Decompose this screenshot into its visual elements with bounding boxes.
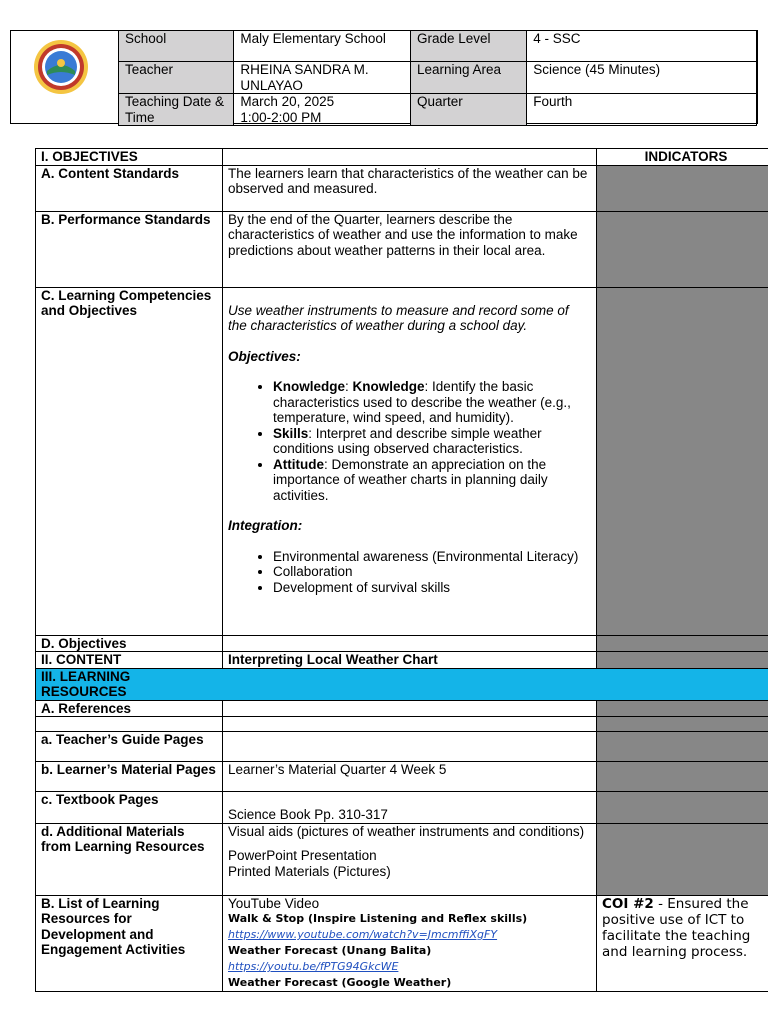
teacher-value: RHEINA SANDRA M. UNLAYAO bbox=[234, 62, 411, 94]
school-label: School bbox=[119, 31, 234, 62]
quarter-label: Quarter bbox=[411, 94, 527, 126]
school-logo-icon bbox=[33, 39, 89, 95]
quarter-value: Fourth bbox=[527, 94, 757, 126]
learners-material-value: Learner’s Material Quarter 4 Week 5 bbox=[223, 762, 597, 792]
header-table bbox=[118, 30, 757, 126]
coi-indicator: COI #2 - Ensured the positive use of ICT to facilitate the teaching and learning process. bbox=[597, 895, 768, 992]
teacher-label: Teacher bbox=[119, 62, 234, 94]
textbook-value: Science Book Pp. 310-317 bbox=[223, 792, 597, 824]
learning-area-value: Science (45 Minutes) bbox=[527, 62, 757, 94]
list-item: • Attitude: Demonstrate an appreciation on the importance of weather charts in planning daily activities. bbox=[273, 457, 591, 504]
list-resources-label: B. List of Learning Resources for Development and Engagement Activities bbox=[36, 895, 223, 992]
grade-level-label: Grade Level bbox=[411, 31, 527, 62]
learning-resources-title: III. LEARNING RESOURCES bbox=[36, 668, 223, 700]
objectives-title: I. OBJECTIVES bbox=[36, 149, 223, 166]
textbook-label: c. Textbook Pages bbox=[36, 792, 223, 824]
learners-material-label: b. Learner’s Material Pages bbox=[36, 762, 223, 792]
competency-text: Use weather instruments to measure and record some of the characteristics of weather during a school day. bbox=[228, 302, 569, 333]
performance-standards-value: By the end of the Quarter, learners describe the characteristics of weather and use the information to make predictions about weather patterns in their local area. bbox=[223, 211, 597, 287]
objectives-heading: Objectives: bbox=[228, 348, 301, 364]
teachers-guide-label: a. Teacher’s Guide Pages bbox=[36, 732, 223, 762]
additional-materials-value: Visual aids (pictures of weather instruments and conditions) PowerPoint Presentation Printed Materials (Pictures) bbox=[223, 823, 597, 895]
list-item: • Skills: Interpret and describe simple weather conditions using observed characteristics. bbox=[273, 426, 591, 457]
header-box bbox=[10, 30, 758, 124]
teaching-date-label: Teaching Date & Time bbox=[119, 94, 234, 126]
list-item: • Development of survival skills bbox=[273, 580, 591, 596]
content-standards-label: A. Content Standards bbox=[36, 165, 223, 211]
list-resources-value: YouTube Video Walk & Stop (Inspire Listening and Reflex skills) https://www.youtube.com/watch?v=JmcmffiXgFY Weather Forecast (Unang Balita) https://youtu.be/fPTG94GkcWE Weather Forecast (Google Weather) bbox=[223, 895, 597, 992]
integration-list bbox=[228, 549, 591, 596]
lesson-plan-table bbox=[35, 148, 768, 992]
additional-materials-label: d. Additional Materials from Learning Resources bbox=[36, 823, 223, 895]
youtube-link-2[interactable]: https://youtu.be/fPTG94GkcWE bbox=[228, 960, 399, 973]
learning-area-label: Learning Area bbox=[411, 62, 527, 94]
competencies-label: C. Learning Competencies and Objectives bbox=[36, 287, 223, 635]
list-item: • Environmental awareness (Environmental Literacy) bbox=[273, 549, 591, 565]
indicators-header: INDICATORS bbox=[597, 149, 768, 166]
teaching-date-value: March 20, 2025 1:00-2:00 PM bbox=[234, 94, 411, 126]
competencies-value bbox=[223, 287, 597, 635]
integration-heading: Integration: bbox=[228, 518, 303, 533]
content-value: Interpreting Local Weather Chart bbox=[223, 652, 597, 669]
references-label: A. References bbox=[36, 700, 223, 717]
list-item: • Collaboration bbox=[273, 564, 591, 580]
objectives-list bbox=[228, 379, 591, 503]
list-item: • Knowledge: Knowledge: Identify the basic characteristics used to describe the weather (e.g., temperature, wind speed, and humidity). bbox=[273, 379, 591, 426]
content-label: II. CONTENT bbox=[36, 652, 223, 669]
content-standards-value: The learners learn that characteristics of the weather can be observed and measured. bbox=[223, 165, 597, 211]
performance-standards-label: B. Performance Standards bbox=[36, 211, 223, 287]
grade-level-value: 4 - SSC bbox=[527, 31, 757, 62]
school-value: Maly Elementary School bbox=[234, 31, 411, 62]
youtube-link-1[interactable]: https://www.youtube.com/watch?v=JmcmffiXgFY bbox=[228, 928, 498, 941]
d-objectives-label: D. Objectives bbox=[36, 635, 223, 652]
